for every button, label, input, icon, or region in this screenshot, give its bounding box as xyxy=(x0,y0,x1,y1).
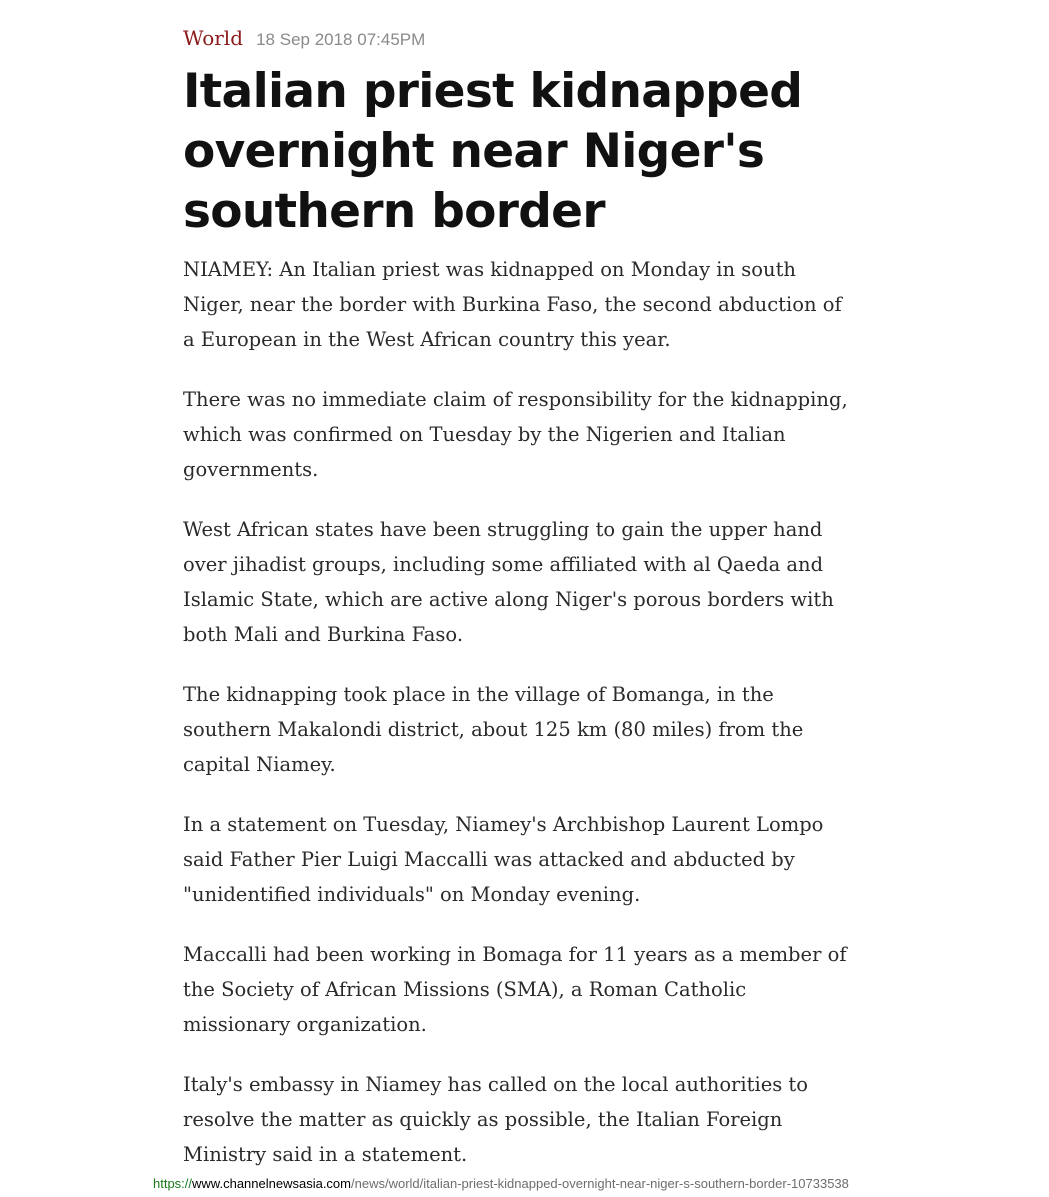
article xyxy=(183,24,853,1197)
source-url-protocol: https:// xyxy=(153,1176,193,1191)
category-link[interactable]: World xyxy=(183,26,243,50)
article-paragraph: West African states have been struggling to gain the upper hand over jihadist groups, including some affiliated with al Qaeda and Islamic State, which are active along Niger's porous borders with both Mali and Burkina Faso. xyxy=(183,518,834,646)
source-url-domain: www.channelnewsasia.com xyxy=(192,1176,351,1191)
source-url[interactable] xyxy=(153,1176,849,1192)
source-url-path: /news/world/italian-priest-kidnapped-overnight-near-niger-s-southern-border-10733538 xyxy=(351,1176,849,1191)
article-paragraph: In a statement on Tuesday, Niamey's Archbishop Laurent Lompo said Father Pier Luigi Maccalli was attacked and abducted by "unidentified individuals" on Monday evening. xyxy=(183,813,824,906)
article-meta xyxy=(183,24,853,52)
article-paragraph: There was no immediate claim of responsibility for the kidnapping, which was confirmed on Tuesday by the Nigerien and Italian governments. xyxy=(183,388,848,481)
article-paragraph: The kidnapping took place in the village of Bomanga, in the southern Makalondi district, about 125 km (80 miles) from the capital Niamey. xyxy=(183,683,804,776)
article-paragraph: Italy's embassy in Niamey has called on the local authorities to resolve the matter as quickly as possible, the Italian Foreign Ministry said in a statement. xyxy=(183,1073,809,1166)
article-paragraph: Maccalli had been working in Bomaga for 11 years as a member of the Society of African Missions (SMA), a Roman Catholic missionary organization. xyxy=(183,943,847,1036)
publish-timestamp: 18 Sep 2018 07:45PM xyxy=(256,30,426,49)
article-headline: Italian priest kidnapped overnight near Niger's southern border xyxy=(183,64,803,239)
article-body xyxy=(183,252,853,1172)
article-paragraph: NIAMEY: An Italian priest was kidnapped on Monday in south Niger, near the border with Burkina Faso, the second abduction of a European in the West African country this year. xyxy=(183,258,842,351)
